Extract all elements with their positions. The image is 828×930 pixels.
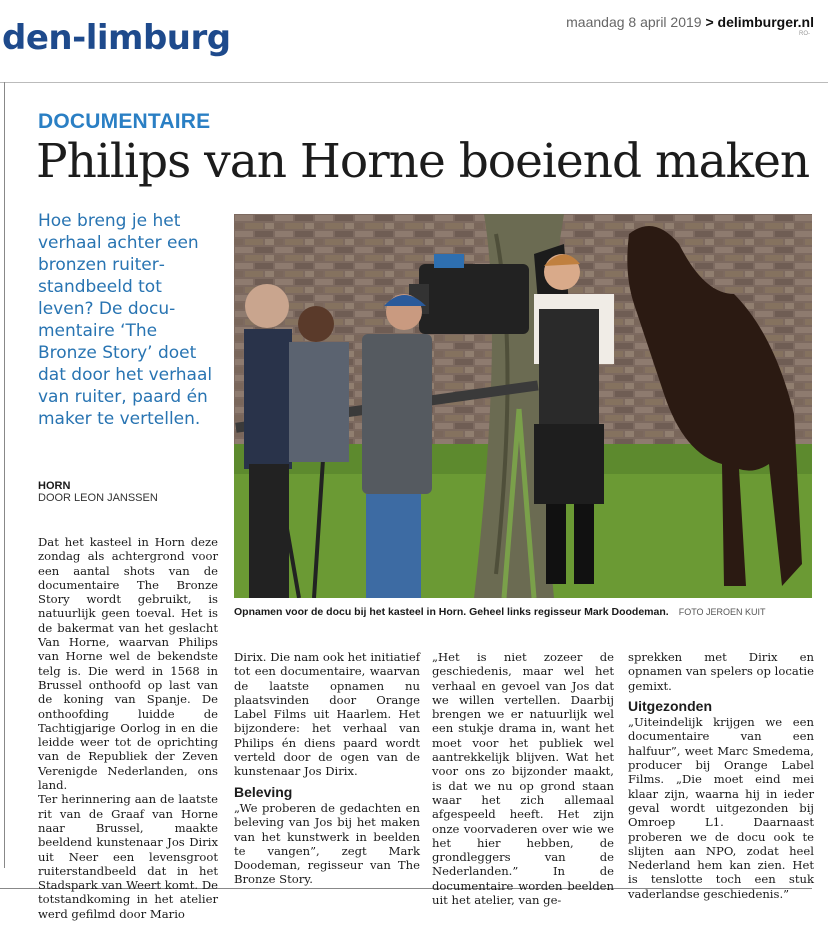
body-paragraph: Ter herinnering aan de laatste rit van de Graaf van Horne naar Brussel, maakte beeldend kunstenaar Jos Dirix uit Neer een levensgroot ruiterstandbeeld dat in het Stadspark van Weert komt. De totstandkoming in het atelier werd gefilmd door Mario <box>38 792 218 921</box>
subhead-beleving: Beleving <box>234 783 293 800</box>
body-paragraph: „We proberen de gedachten en beleving van Jos bij het maken van het kunstwerk in beelden te vangen”, zegt Mark Doodeman, regisseur van The Bronze Story. <box>234 800 420 887</box>
body-column-1 <box>38 535 218 921</box>
body-column-3 <box>432 650 614 907</box>
masthead-logo[interactable]: den-limburg <box>2 18 231 58</box>
intro: Hoe breng je het verhaal achter een bronzen ruiterstandbeeld tot leven? De documentaire ‘The Bronze Story’ doet dat door het verhaal van ruiter, paard én maker te vertellen. <box>38 211 213 429</box>
body-paragraph: „Het is niet zozeer de geschiedenis, maar wel het verhaal en gevoel van Jos dat we willen vertellen. Daarbij brengen we er natuurlijk wel een stukje drama in, want het moet voor het publiek wel aantrekkelijk blijven. Wat het voor ons zo bijzonder maakt, is dat we nu op grond staan waar het zich allemaal afgespeeld heeft. Het zijn onze voorvaderen over wie we het hier hebben, de grondleggers van de Nederlanden.” In de documentaire worden beelden uit het atelier, van ge- <box>432 650 614 908</box>
byline: DOOR LEON JANSSEN <box>38 492 158 504</box>
masthead-date-site <box>566 14 814 30</box>
dateline-place: HORN <box>38 480 71 492</box>
body-paragraph: sprekken met Dirix en opnamen van spelers op locatie gemixt. <box>628 650 814 693</box>
left-frame <box>4 82 5 868</box>
site-link[interactable]: > delimburger.nl <box>705 14 814 30</box>
kicker: DOCUMENTAIRE <box>38 110 211 133</box>
masthead-date: maandag 8 april 2019 <box>566 14 702 30</box>
headline: Philips van Horne boeiend maken <box>36 134 810 189</box>
caption-text: Opnamen voor de docu bij het kasteel in Horn. Geheel links regisseur Mark Doodeman. <box>234 606 669 618</box>
subhead-uitgezonden: Uitgezonden <box>628 697 712 714</box>
article-photo <box>234 214 812 598</box>
photo-caption <box>234 606 812 618</box>
page-code: RO- <box>799 31 810 37</box>
dateline <box>38 480 158 504</box>
body-column-4 <box>628 650 814 901</box>
photo-credit: FOTO JEROEN KUIT <box>678 607 766 617</box>
body-paragraph: „Uiteindelijk krijgen we een documentaire van een halfuur”, weet Marc Smedema, producer bij Orange Label Films. „Die moet eind mei klaar zijn, waarna hij in ieder geval wordt uitgezonden bij Omroep L1. Daarnaast proberen we de docu ook te slijten aan NPO, zodat heel Nederland hem kan zien. Het is tenslotte toch een stuk vaderlandse geschiedenis.” <box>628 715 814 901</box>
body-column-2 <box>234 650 420 887</box>
photo-illustration <box>234 214 812 598</box>
top-rule <box>0 82 828 83</box>
body-paragraph: Dat het kasteel in Horn deze zondag als achtergrond voor een aantal shots van de documentaire The Bronze Story wordt gebruikt, is natuurlijk geen toeval. Het is de bakermat van het geslacht Van Horne, waarvan Philips van Horne wel de bekendste telg is. Die werd in 1568 in Brussel onthoofd op last van de koning van Spanje. De onthoofding luidde de Tachtigjarige Oorlog in en die leidde weer tot de oprichting van de Republiek der Zeven Verenigde Nederlanden, ons land. <box>38 535 218 793</box>
body-paragraph: Dirix. Die nam ook het initiatief tot een documentaire, waarvan de laatste opnamen nu plaatsvinden door Orange Label Films uit Haarlem. Het bijzondere: het verhaal van Philips én diens paard wordt verteld door de ogen van de kunstenaar Jos Dirix. <box>234 650 420 779</box>
